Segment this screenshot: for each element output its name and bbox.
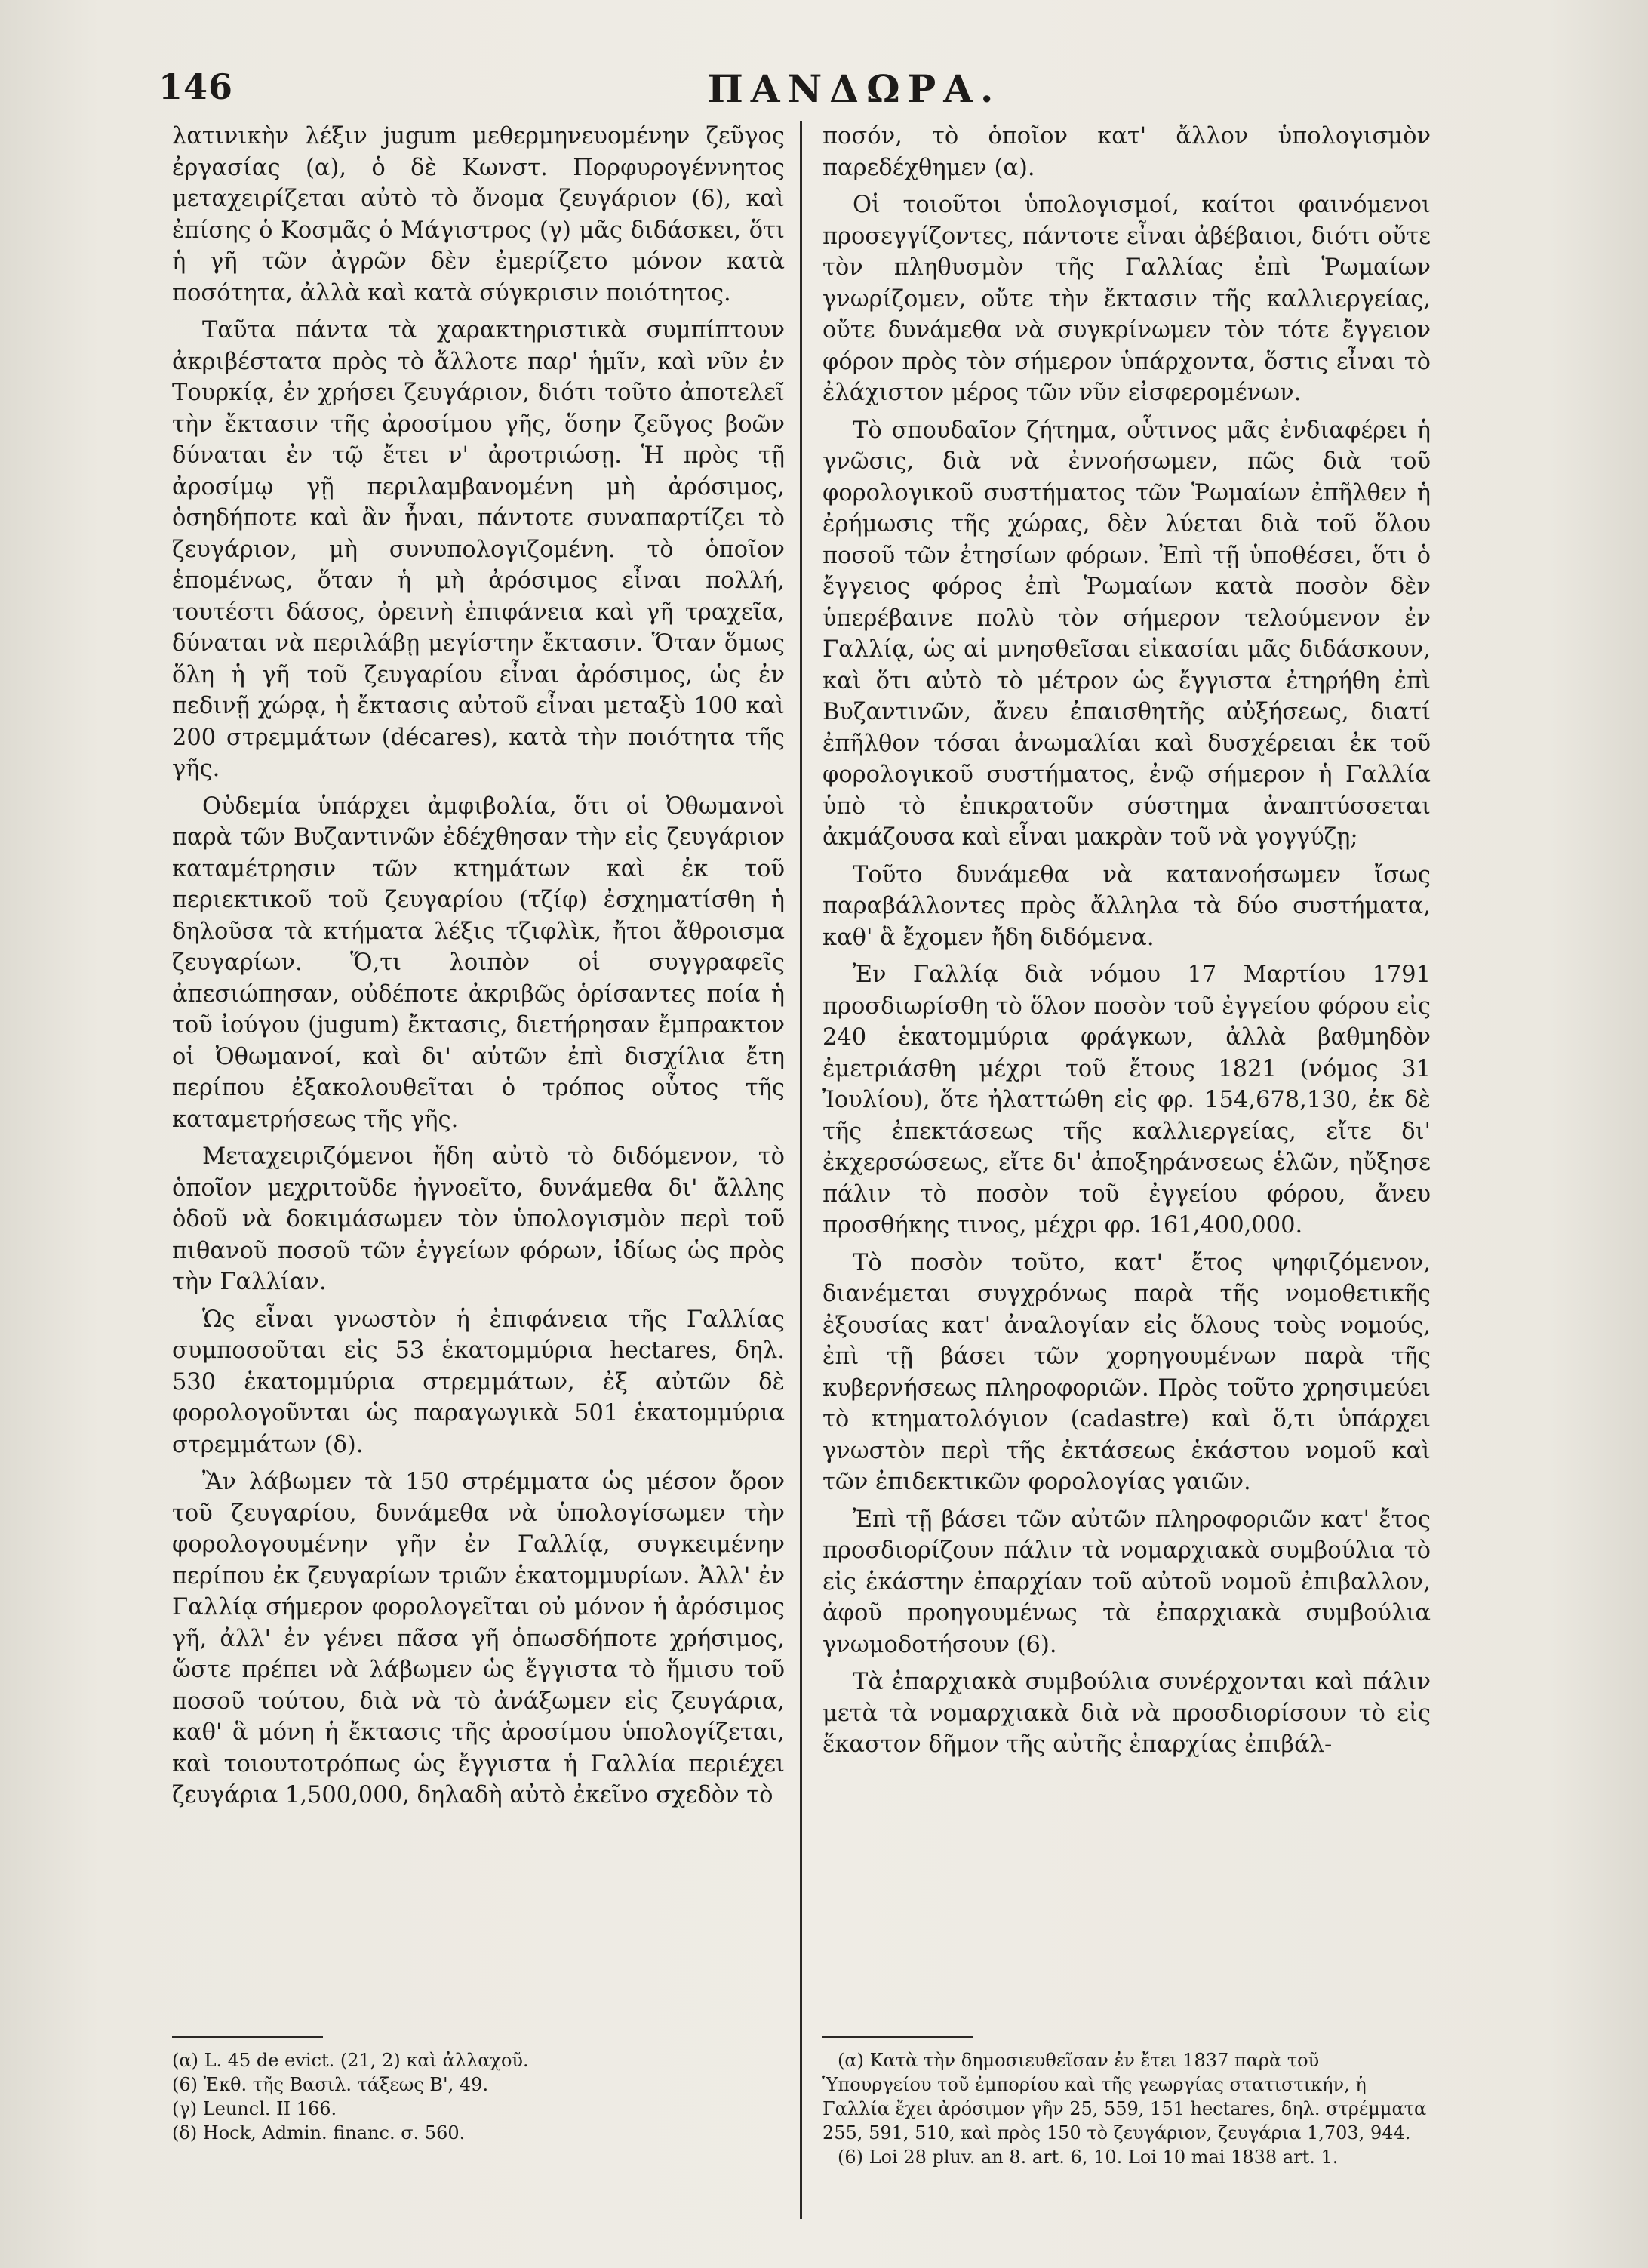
footnote: (6) Ἐκθ. τῆς Βασιλ. τάξεως Β', 49.	[172, 2074, 489, 2095]
left-column	[172, 121, 785, 1817]
paragraph: Μεταχειριζόμενοι ἤδη αὐτὸ τὸ διδόμενον, τὸ ὁποῖον μεχριτοῦδε ἠγνοεῖτο, δυνάμεθα δι' ἄλλης ὁδοῦ νὰ δοκιμάσωμεν τὸν ὑπολογισμὸν περὶ τοῦ πιθανοῦ ποσοῦ τῶν ἐγγείων φόρων, ἰδίως ὡς πρὸς τὴν Γαλλίαν.	[172, 1143, 785, 1295]
column-divider	[800, 121, 802, 2219]
paragraph: Ὡς εἶναι γνωστὸν ἡ ἐπιφάνεια τῆς Γαλλίας συμποσοῦται εἰς 53 ἑκατομμύρια hectares, δηλ. 530 ἑκατομμύρια στρεμμάτων, ἐξ αὐτῶν δὲ φορολογοῦνται ὡς παραγωγικὰ 501 ἑκατομμύρια στρεμμάτων (δ).	[172, 1306, 785, 1458]
footnotes-left	[172, 2036, 785, 2145]
footnote: (γ) Leuncl. II 166.	[172, 2098, 337, 2119]
page-header	[151, 66, 1557, 112]
footnotes-right	[822, 2036, 1431, 2169]
paragraph: Τὸ ποσὸν τοῦτο, κατ' ἔτος ψηφιζόμενον, διανέμεται συγχρόνως παρὰ τῆς νομοθετικῆς ἐξουσίας κατ' ἀναλογίαν εἰς ὅλους τοὺς νομούς, ἐπὶ τῇ βάσει τῶν χορηγουμένων παρὰ τῆς κυβερνήσεως πληροφοριῶν. Πρὸς τοῦτο χρησιμεύει τὸ κτηματολόγιον (cadastre) καὶ ὅ,τι ὑπάρχει γνωστὸν περὶ τῆς ἐκτάσεως ἑκάστου νομοῦ καὶ τῶν ἐπιδεκτικῶν φορολογίας γαιῶν.	[822, 1249, 1431, 1495]
footnote: (α) L. 45 de evict. (21, 2) καὶ ἀλλαχοῦ.	[172, 2050, 529, 2071]
footnote: (δ) Hock, Admin. financ. σ. 560.	[172, 2122, 466, 2143]
page-number: 146	[158, 66, 234, 107]
footnote-rule	[172, 2036, 323, 2038]
paragraph: Τοῦτο δυνάμεθα νὰ κατανοήσωμεν ἴσως παραβάλλοντες πρὸς ἄλληλα τὰ δύο συστήματα, καθ' ἃ ἔχομεν ἤδη διδόμενα.	[822, 861, 1431, 951]
paragraph: Οἱ τοιοῦτοι ὑπολογισμοί, καίτοι φαινόμενοι προσεγγίζοντες, πάντοτε εἶναι ἀβέβαιοι, διότι οὔτε τὸν πληθυσμὸν τῆς Γαλλίας ἐπὶ Ῥωμαίων γνωρίζομεν, οὔτε τὴν ἔκτασιν τῆς καλλιεργείας, οὔτε δυνάμεθα νὰ συγκρίνωμεν τὸν τότε ἔγγειον φόρον πρὸς τὸν σήμερον ὑπάρχοντα, ὅστις εἶναι τὸ ἐλάχιστον μέρος τῶν νῦν εἰσφερομένων.	[822, 192, 1431, 406]
paragraph: Οὐδεμία ὑπάρχει ἀμφιβολία, ὅτι οἱ Ὀθωμανοὶ παρὰ τῶν Βυζαντινῶν ἐδέχθησαν τὴν εἰς ζευγάριον καταμέτρησιν τῶν κτημάτων καὶ ἐκ τοῦ περιεκτικοῦ τοῦ ζευγαρίου (τζίφ) ἐσχηματίσθη ἡ δηλοῦσα τὰ κτήματα λέξις τζιφλὶκ, ἤτοι ἄθροισμα ζευγαρίων. Ὅ,τι λοιπὸν οἱ συγγραφεῖς ἀπεσιώπησαν, οὐδέποτε ἀκριβῶς ὁρίσαντες ποία ἡ τοῦ ἰούγου (jugum) ἔκτασις, διετήρησαν ἔμπρακτον οἱ Ὀθωμανοί, καὶ δι' αὐτῶν ἐπὶ δισχίλια ἔτη περίπου ἐξακολουθεῖται ὁ τρόπος οὗτος τῆς καταμετρήσεως τῆς γῆς.	[172, 792, 785, 1133]
paragraph: Τὸ σπουδαῖον ζήτημα, οὗτινος μᾶς ἐνδιαφέρει ἡ γνῶσις, διὰ νὰ ἐννοήσωμεν, πῶς διὰ τοῦ φορολογικοῦ συστήματος τῶν Ῥωμαίων ἐπῆλθεν ἡ ἐρήμωσις τῆς χώρας, δὲν λύεται διὰ τοῦ ὅλου ποσοῦ τῶν ἐτησίων φόρων. Ἐπὶ τῇ ὑποθέσει, ὅτι ὁ ἔγγειος φόρος ἐπὶ Ῥωμαίων κατὰ ποσὸν δὲν ὑπερέβαινε πολὺ τὸν σήμερον τελούμενον ἐν Γαλλίᾳ, ὡς αἱ μνησθεῖσαι εἰκασίαι μᾶς διδάσκουν, καὶ ὅτι αὐτὸ τὸ μέτρον ὡς ἔγγιστα ἐτηρήθη ἐπὶ Βυζαντινῶν, ἄνευ ἐπαισθητῆς αὐξήσεως, διατί ἐπῆλθον τόσαι ἀνωμαλίαι καὶ δυσχέρειαι ἐκ τοῦ φορολογικοῦ συστήματος, ἐνῷ σήμερον ἡ Γαλλία ὑπὸ τὸ ἐπικρατοῦν σύστημα ἀναπτύσσεται ἀκμάζουσα καὶ εἶναι μακρὰν τοῦ νὰ γογγύζῃ;	[822, 417, 1431, 851]
paragraph: Ἐν Γαλλίᾳ διὰ νόμου 17 Μαρτίου 1791 προσδιωρίσθη τὸ ὅλον ποσὸν τοῦ ἐγγείου φόρου εἰς 240 ἑκατομμύρια φράγκων, ἀλλὰ βαθμηδὸν ἐμετριάσθη μέχρι τοῦ ἔτους 1821 (νόμος 31 Ἰουλίου), ὅτε ἠλαττώθη εἰς φρ. 154,678,130, ἐκ δὲ τῆς ἐπεκτάσεως τῆς καλλιεργείας, εἴτε δι' ἐκχερσώσεως, εἴτε δι' ἀποξηράνσεως ἑλῶν, ηὔξησε πάλιν τὸ ποσὸν τοῦ ἐγγείου φόρου, ἄνευ προσθήκης τινος, μέχρι φρ. 161,400,000.	[822, 962, 1431, 1239]
paragraph: Ἂν λάβωμεν τὰ 150 στρέμματα ὡς μέσον ὅρον τοῦ ζευγαρίου, δυνάμεθα νὰ ὑπολογίσωμεν τὴν φορολογουμένην γῆν ἐν Γαλλίᾳ, συγκειμένην περίπου ἐκ ζευγαρίων τριῶν ἑκατομμυρίων. Ἀλλ' ἐν Γαλλίᾳ σήμερον φορολογεῖται οὐ μόνον ἡ ἀρόσιμος γῆ, ἀλλ' ἐν γένει πᾶσα γῆ ὁπωσδήποτε χρήσιμος, ὥστε πρέπει νὰ λάβωμεν ὡς ἔγγιστα τὸ ἥμισυ τοῦ ποσοῦ τούτου, διὰ νὰ τὸ ἀνάξωμεν εἰς ζευγάρια, καθ' ἃ μόνη ἡ ἔκτασις τῆς ἀροσίμου ὑπολογίζεται, καὶ τοιουτοτρόπως ὡς ἔγγιστα ἡ Γαλλία περιέχει ζευγάρια 1,500,000, δηλαδὴ αὐτὸ ἐκεῖνο σχεδὸν τὸ	[172, 1469, 785, 1808]
footnote: (6) Loi 28 pluv. an 8. art. 6, 10. Loi 10 mai 1838 art. 1.	[838, 2146, 1339, 2168]
footnote-rule	[822, 2036, 973, 2038]
right-column	[822, 121, 1431, 1767]
paragraph: Ταῦτα πάντα τὰ χαρακτηριστικὰ συμπίπτουν ἀκριβέστατα πρὸς τὸ ἄλλοτε παρ' ἡμῖν, καὶ νῦν ἐν Τουρκίᾳ, ἐν χρήσει ζευγάριον, διότι τοῦτο ἀποτελεῖ τὴν ἔκτασιν τῆς ἀροσίμου γῆς, ὅσην ζεῦγος βοῶν δύναται ἐν τῷ ἔτει ν' ἀροτριώσῃ. Ἡ πρὸς τῇ ἀροσίμῳ γῇ περιλαμβανομένη μὴ ἀρόσιμος, ὁσηδήποτε καὶ ἂν ἦναι, πάντοτε συναπαρτίζει τὸ ζευγάριον, μὴ συνυπολογιζομένη. τὸ ὁποῖον ἑπομένως, ὅταν ἡ μὴ ἀρόσιμος εἶναι πολλή, τουτέστι δάσος, ὀρεινὴ ἐπιφάνεια καὶ γῆ τραχεῖα, δύναται νὰ περιλάβῃ μεγίστην ἔκτασιν. Ὅταν ὅμως ὅλη ἡ γῆ τοῦ ζευγαρίου εἶναι ἀρόσιμος, ὡς ἐν πεδινῇ χώρᾳ, ἡ ἔκτασις αὐτοῦ εἶναι μεταξὺ 100 καὶ 200 στρεμμάτων (décares), κατὰ τὴν ποιότητα τῆς γῆς.	[172, 317, 785, 782]
footnote: (α) Κατὰ τὴν δημοσιευθεῖσαν ἐν ἔτει 1837 παρὰ τοῦ Ὑπουργείου τοῦ ἐμπορίου καὶ τῆς γεωργίας στατιστικήν, ἡ Γαλλία ἔχει ἀρόσιμον γῆν 25, 559, 151 hectares, δηλ. στρέμματα 255, 591, 510, καὶ πρὸς 150 τὸ ζευγάριον, ζευγάρια 1,703, 944.	[822, 2050, 1427, 2143]
paragraph: λατινικὴν λέξιν jugum μεθερμηνευομένην ζεῦγος ἐργασίας (α), ὁ δὲ Κωνστ. Πορφυρογέννητος μεταχειρίζεται αὐτὸ τὸ ὄνομα ζευγάριον (6), καὶ ἐπίσης ὁ Κοσμᾶς ὁ Μάγιστρος (γ) μᾶς διδάσκει, ὅτι ἡ γῆ τῶν ἀγρῶν δὲν ἐμερίζετο μόνον κατὰ ποσότητα, ἀλλὰ καὶ κατὰ σύγκρισιν ποιότητος.	[172, 123, 785, 306]
paragraph: Τὰ ἐπαρχιακὰ συμβούλια συνέρχονται καὶ πάλιν μετὰ τὰ νομαρχιακὰ διὰ νὰ προσδιορίσουν τὸ εἰς ἕκαστον δῆμον τῆς αὐτῆς ἐπαρχίας ἐπιβάλ-	[822, 1669, 1431, 1758]
paragraph: Ἐπὶ τῇ βάσει τῶν αὐτῶν πληροφοριῶν κατ' ἔτος προσδιορίζουν πάλιν τὰ νομαρχιακὰ συμβούλια τὸ εἰς ἑκάστην ἐπαρχίαν τοῦ αὐτοῦ νομοῦ ἐπιβαλλον, ἀφοῦ προηγουμένως τὰ ἐπαρχιακὰ συμβούλια γνωμοδοτήσουν (6).	[822, 1506, 1431, 1658]
running-title: ΠΑΝΔΩΡΑ.	[707, 66, 1001, 111]
paragraph: ποσόν, τὸ ὁποῖον κατ' ἄλλον ὑπολογισμὸν παρεδέχθημεν (α).	[822, 123, 1431, 181]
